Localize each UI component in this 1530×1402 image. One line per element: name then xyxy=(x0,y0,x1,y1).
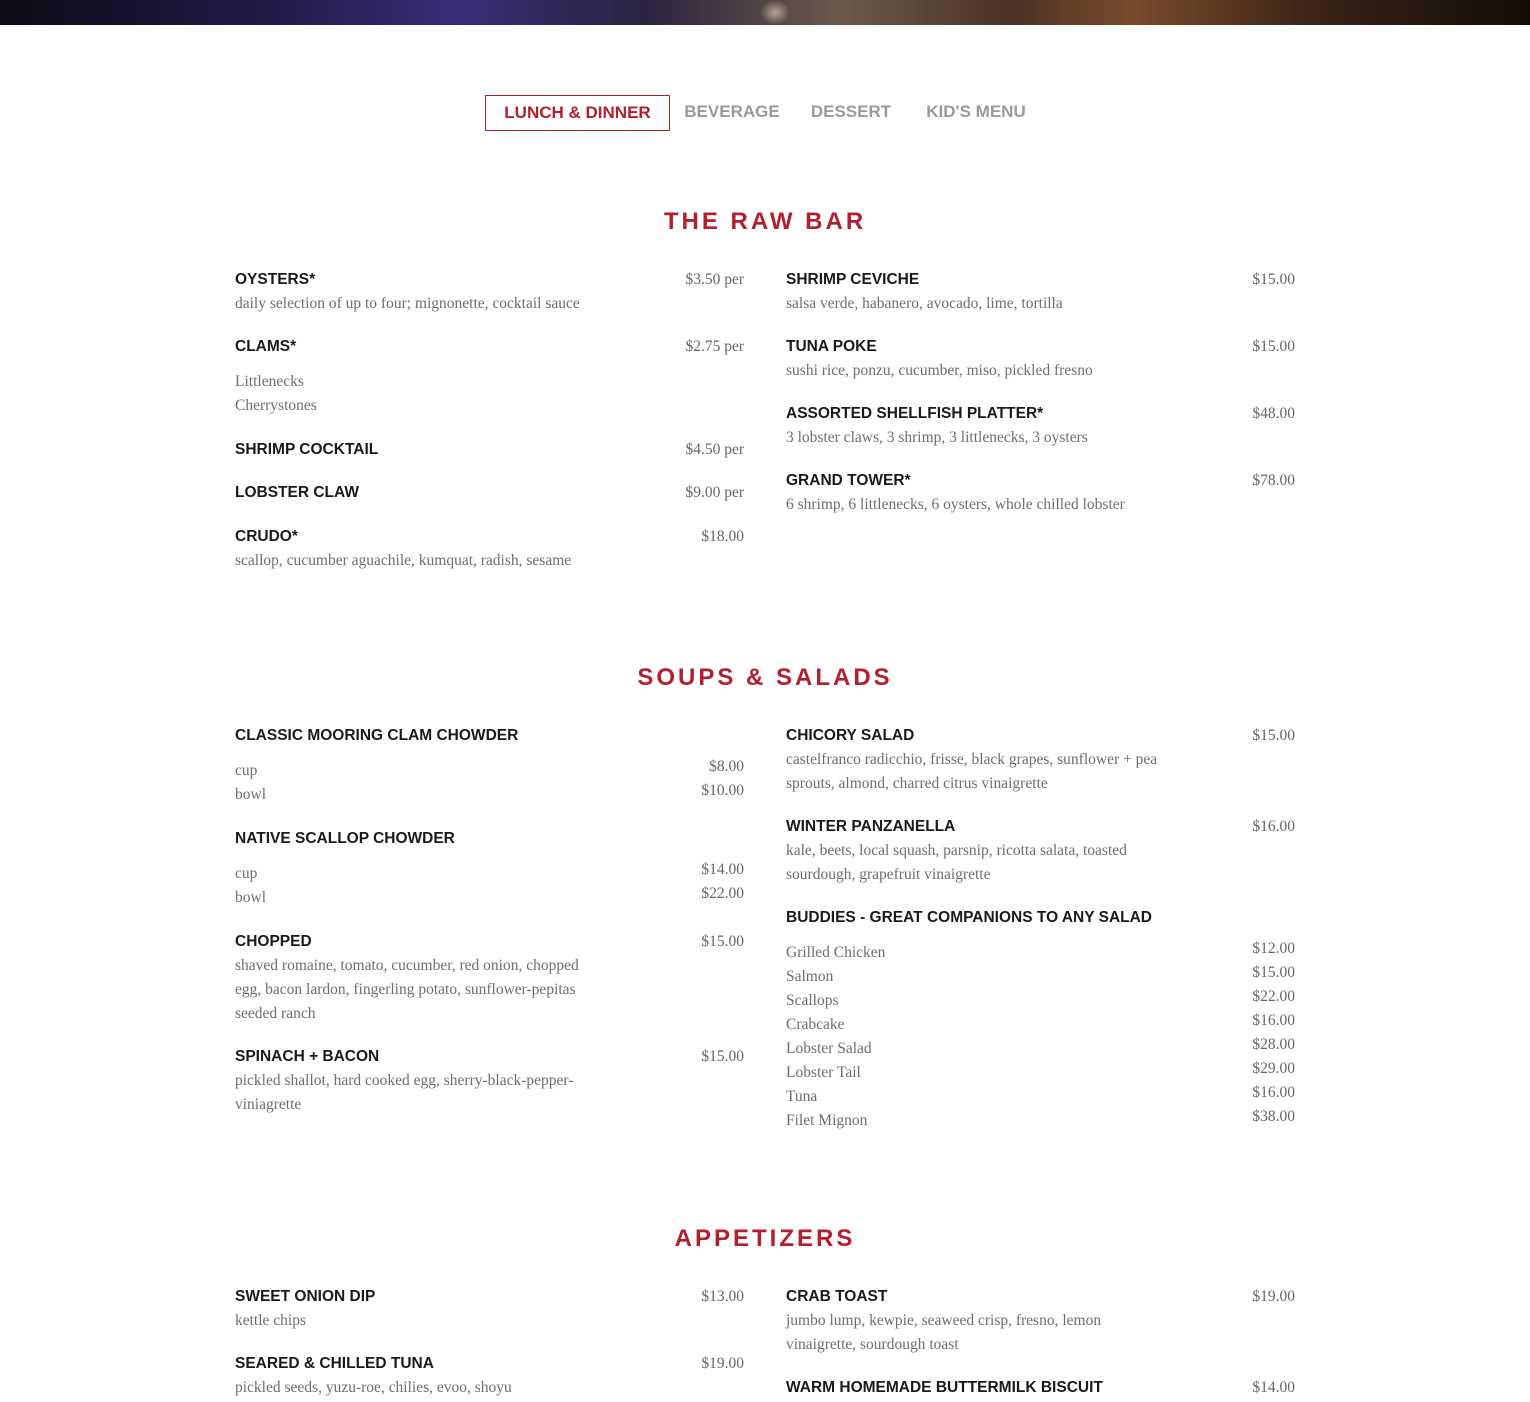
item-name: BUDDIES - GREAT COMPANIONS TO ANY SALAD xyxy=(786,909,1152,926)
item-price: $2.75 per xyxy=(685,338,744,355)
item-description: 3 lobster claws, 3 shrimp, 3 littlenecks, 3 oysters xyxy=(786,429,1088,446)
item-price: $15.00 xyxy=(1252,271,1295,288)
item-options xyxy=(235,759,744,807)
item-price: $78.00 xyxy=(1252,472,1295,489)
menu-item-chicory-salad xyxy=(786,725,1295,796)
menu-item-scallop-chowder xyxy=(235,828,744,910)
option-name: Littlenecks xyxy=(235,373,304,390)
item-description: salsa verde, habanero, avocado, lime, tortilla xyxy=(786,295,1063,312)
menu-item-clams xyxy=(235,336,744,418)
item-price: $19.00 xyxy=(1252,1288,1295,1305)
option-name: Lobster Tail xyxy=(786,1064,861,1081)
option-name: Crabcake xyxy=(786,1016,845,1033)
hero-image-highlight xyxy=(760,0,790,25)
item-name: SHRIMP CEVICHE xyxy=(786,271,920,288)
item-price: $19.00 xyxy=(701,1355,744,1372)
menu-item-buttermilk-biscuit xyxy=(786,1377,1295,1399)
tab-dessert[interactable]: DESSERT xyxy=(810,102,892,121)
menu-item-grand-tower xyxy=(786,470,1295,517)
hero-image-banner xyxy=(0,0,1530,25)
menu-item-chopped xyxy=(235,931,744,1026)
menu-item-sweet-onion-dip xyxy=(235,1286,744,1333)
item-description: shaved romaine, tomato, cucumber, red onion, chopped egg, bacon lardon, fingerling potato, sunflower-pepitas seeded ranch xyxy=(235,957,579,1022)
item-options xyxy=(235,862,744,910)
item-option xyxy=(786,1037,1295,1061)
tab-kids-menu[interactable]: KID'S MENU xyxy=(926,102,1026,121)
item-price: $14.00 xyxy=(1252,1379,1295,1396)
item-name: CLASSIC MOORING CLAM CHOWDER xyxy=(235,727,519,744)
section-title-soups-salads: SOUPS & SALADS xyxy=(637,664,893,691)
item-name: CRAB TOAST xyxy=(786,1288,888,1305)
option-price: $14.00 xyxy=(701,861,744,878)
item-description: castelfranco radicchio, frisse, black grapes, sunflower + pea sprouts, almond, charred citrus vinaigrette xyxy=(786,751,1158,792)
menu-item-crab-toast xyxy=(786,1286,1295,1357)
item-name: WARM HOMEMADE BUTTERMILK BISCUIT xyxy=(786,1379,1103,1396)
item-option xyxy=(786,941,1295,965)
menu-item-seared-tuna xyxy=(235,1353,744,1400)
item-name: TUNA POKE xyxy=(786,338,877,355)
item-price: $13.00 xyxy=(701,1288,744,1305)
item-price: $15.00 xyxy=(701,933,744,950)
menu-item-lobster-claw xyxy=(235,482,744,504)
item-option xyxy=(786,1085,1295,1109)
item-price: $16.00 xyxy=(1252,818,1295,835)
item-name: SHRIMP COCKTAIL xyxy=(235,441,379,458)
option-price: $15.00 xyxy=(1252,964,1295,981)
option-name: bowl xyxy=(235,889,266,906)
section-title-raw-bar: THE RAW BAR xyxy=(663,208,867,235)
item-option xyxy=(786,965,1295,989)
item-name: SEARED & CHILLED TUNA xyxy=(235,1355,434,1372)
menu-tabs xyxy=(0,95,1530,131)
item-name: CHICORY SALAD xyxy=(786,727,915,744)
item-option xyxy=(786,1109,1295,1133)
menu-item-shrimp-cocktail xyxy=(235,439,744,461)
item-option xyxy=(786,1013,1295,1037)
menu-item-spinach-bacon xyxy=(235,1046,744,1117)
menu-item-tuna-poke xyxy=(786,336,1295,383)
item-name: GRAND TOWER* xyxy=(786,472,911,489)
item-price: $9.00 per xyxy=(685,484,744,501)
item-description: sushi rice, ponzu, cucumber, miso, pickled fresno xyxy=(786,362,1093,379)
item-option xyxy=(235,886,744,910)
item-name: OYSTERS* xyxy=(235,271,316,288)
item-description: jumbo lump, kewpie, seaweed crisp, fresno, lemon vinaigrette, sourdough toast xyxy=(786,1312,1102,1353)
item-options xyxy=(786,941,1295,1133)
item-description: kale, beets, local squash, parsnip, ricotta salata, toasted sourdough, grapefruit vinaigrette xyxy=(786,842,1127,883)
item-option xyxy=(786,989,1295,1013)
item-name: CHOPPED xyxy=(235,933,312,950)
item-description: pickled seeds, yuzu-roe, chilies, evoo, shoyu xyxy=(235,1379,512,1396)
item-option xyxy=(235,862,744,886)
option-name: cup xyxy=(235,762,258,779)
menu-item-shellfish-platter xyxy=(786,403,1295,450)
option-name: Scallops xyxy=(786,992,839,1009)
tab-beverage[interactable]: BEVERAGE xyxy=(684,102,780,121)
option-name: Filet Mignon xyxy=(786,1112,868,1129)
item-description: daily selection of up to four; mignonette, cocktail sauce xyxy=(235,295,580,312)
item-price: $48.00 xyxy=(1252,405,1295,422)
option-name: Lobster Salad xyxy=(786,1040,872,1057)
menu-item-oysters xyxy=(235,269,744,316)
option-price: $22.00 xyxy=(701,885,744,902)
item-option xyxy=(235,783,744,807)
item-option xyxy=(235,394,744,418)
item-description: kettle chips xyxy=(235,1312,307,1329)
item-option xyxy=(786,1061,1295,1085)
item-name: CRUDO* xyxy=(235,528,298,545)
option-price: $10.00 xyxy=(701,782,744,799)
item-price: $4.50 per xyxy=(685,441,744,458)
item-option xyxy=(235,759,744,783)
item-price: $15.00 xyxy=(1252,338,1295,355)
item-description: pickled shallot, hard cooked egg, sherry-black-pepper-viniagrette xyxy=(235,1072,574,1113)
option-name: Tuna xyxy=(786,1088,818,1105)
menu-item-winter-panzanella xyxy=(786,816,1295,887)
item-options xyxy=(235,370,744,418)
option-price: $12.00 xyxy=(1252,940,1295,957)
option-name: cup xyxy=(235,865,258,882)
item-name: LOBSTER CLAW xyxy=(235,484,359,501)
option-name: Cherrystones xyxy=(235,397,317,414)
option-name: Grilled Chicken xyxy=(786,944,886,961)
item-price: $15.00 xyxy=(1252,727,1295,744)
option-price: $22.00 xyxy=(1252,988,1295,1005)
item-price: $18.00 xyxy=(701,528,744,545)
menu-item-clam-chowder xyxy=(235,725,744,807)
option-price: $28.00 xyxy=(1252,1036,1295,1053)
option-price: $38.00 xyxy=(1252,1108,1295,1125)
item-description: 6 shrimp, 6 littlenecks, 6 oysters, whole chilled lobster xyxy=(786,496,1125,513)
option-price: $16.00 xyxy=(1252,1012,1295,1029)
item-price: $15.00 xyxy=(701,1048,744,1065)
option-price: $8.00 xyxy=(709,758,744,775)
tab-lunch-dinner[interactable]: LUNCH & DINNER xyxy=(485,95,670,131)
option-price: $29.00 xyxy=(1252,1060,1295,1077)
item-name: SWEET ONION DIP xyxy=(235,1288,376,1305)
item-name: WINTER PANZANELLA xyxy=(786,818,956,835)
menu-item-shrimp-ceviche xyxy=(786,269,1295,316)
option-name: Salmon xyxy=(786,968,834,985)
option-name: bowl xyxy=(235,786,266,803)
item-description: scallop, cucumber aguachile, kumquat, radish, sesame xyxy=(235,552,572,569)
item-option xyxy=(235,370,744,394)
item-price: $3.50 per xyxy=(685,271,744,288)
item-name: CLAMS* xyxy=(235,338,297,355)
item-name: SPINACH + BACON xyxy=(235,1048,380,1065)
menu-item-crudo xyxy=(235,526,744,573)
section-title-appetizers: APPETIZERS xyxy=(674,1225,856,1252)
option-price: $16.00 xyxy=(1252,1084,1295,1101)
item-name: NATIVE SCALLOP CHOWDER xyxy=(235,830,455,847)
menu-item-buddies xyxy=(786,907,1295,1133)
item-name: ASSORTED SHELLFISH PLATTER* xyxy=(786,405,1044,422)
